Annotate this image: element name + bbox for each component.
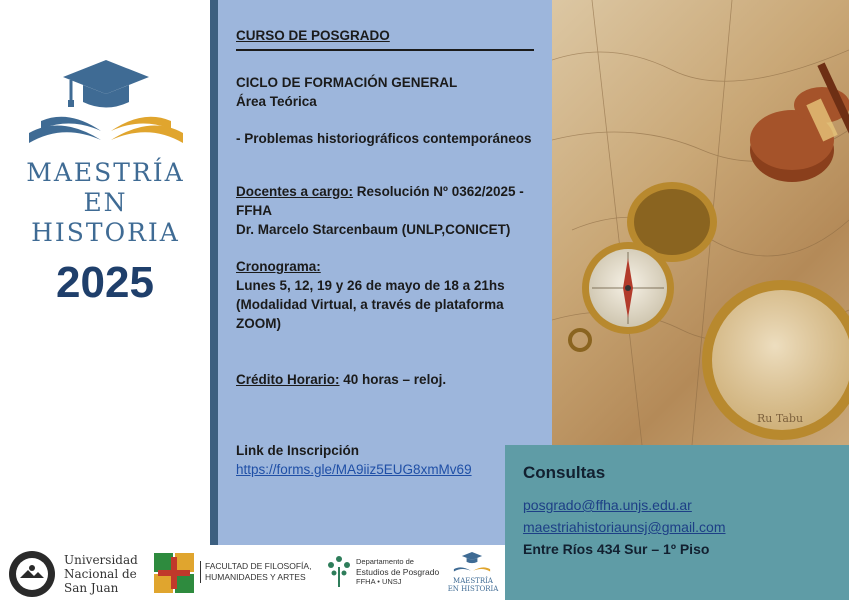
small-logo-line2: EN HISTORIA: [447, 585, 499, 593]
cronograma-dates: Lunes 5, 12, 19 y 26 de mayo de 18 a 21hs: [236, 278, 505, 293]
credito-label: Crédito Horario:: [236, 372, 340, 387]
email-posgrado-link[interactable]: posgrado@ffha.unjs.edu.ar: [523, 497, 692, 513]
course-area: Área Teórica: [236, 94, 317, 109]
ffha-line2: HUMANIDADES Y ARTES: [205, 572, 306, 582]
small-logo-line1: MAESTRÍA: [453, 577, 493, 585]
docente-name: Dr. Marcelo Starcenbaum (UNLP,CONICET): [236, 222, 511, 237]
cronograma-label: Cronograma:: [236, 259, 321, 274]
course-cycle: CICLO DE FORMACIÓN GENERAL: [236, 75, 458, 90]
consultas-title: Consultas: [523, 463, 606, 482]
svg-text:Ru Tabu: Ru Tabu: [757, 412, 804, 425]
consultas-address: Entre Ríos 434 Sur – 1º Piso: [523, 541, 710, 557]
unsj-line3: San Juan: [64, 581, 119, 595]
unsj-line1: Universidad: [64, 553, 138, 567]
credito-value: 40 horas – reloj.: [339, 372, 447, 387]
registration-link[interactable]: https://forms.gle/MA9iiz5EUG8xmMv69: [236, 462, 472, 477]
ffha-logo-icon: [154, 553, 194, 593]
dep-line3: FFHA • UNSJ: [356, 577, 402, 586]
course-info-panel: [218, 0, 552, 545]
logo-line1: MAESTRÍA: [26, 158, 185, 187]
compass-map-photo: [552, 0, 849, 445]
course-subject: - Problemas historiográficos contemporáneos: [236, 131, 532, 146]
ffha-line1: FACULTAD DE FILOSOFÍA,: [205, 561, 312, 571]
compass-map-illustration: [552, 0, 849, 445]
docentes-resolution: Resolución Nº 0362/2025 - FFHA: [236, 184, 524, 218]
left-panel: [0, 0, 210, 545]
footer-logos: [0, 545, 505, 600]
divider-bar: [210, 0, 218, 545]
maestria-logo: [18, 55, 193, 248]
consultas-box: [505, 445, 849, 600]
maestria-small-logo-icon: [452, 549, 492, 575]
docentes-label: Docentes a cargo:: [236, 184, 354, 199]
email-maestria-link[interactable]: maestriahistoriaunsj@gmail.com: [523, 519, 726, 535]
course-type: CURSO DE POSGRADO: [236, 26, 534, 51]
cronograma-mode: (Modalidad Virtual, a través de plataforma ZOOM): [236, 297, 504, 331]
dep-line2: Estudios de Posgrado: [356, 567, 440, 577]
graduation-cap-book-icon: [21, 55, 191, 150]
year-label: 2025: [56, 258, 154, 307]
link-label: Link de Inscripción: [236, 443, 360, 458]
unsj-seal-icon: [8, 550, 56, 598]
unsj-line2: Nacional de: [64, 567, 137, 581]
dep-line1: Departamento de: [356, 557, 414, 566]
dep-posgrado-tree-icon: [326, 553, 352, 589]
logo-line2: EN HISTORIA: [31, 188, 180, 247]
